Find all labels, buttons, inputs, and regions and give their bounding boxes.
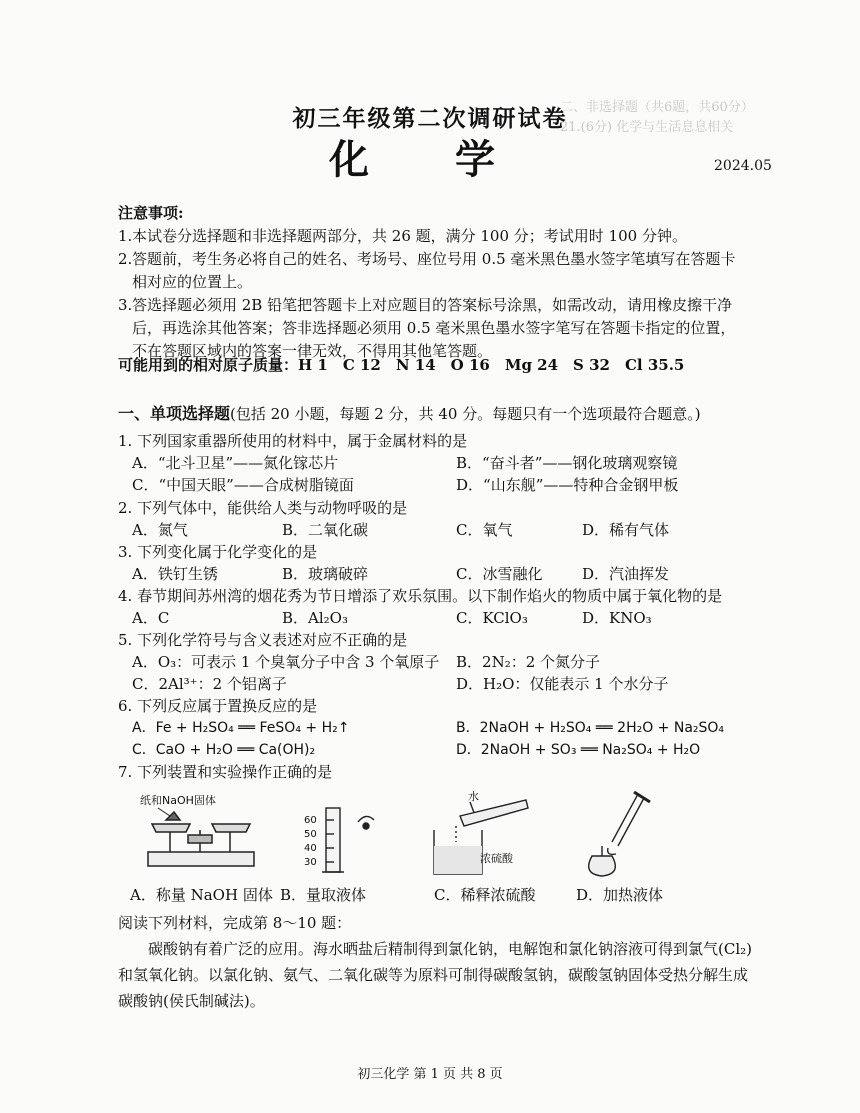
- option-d[interactable]: D．H₂O：仅能表示 1 个水分子: [456, 675, 669, 693]
- option-c[interactable]: C．氧气: [456, 521, 513, 539]
- section-description: (包括 20 小题，每题 2 分，共 40 分。每题只有一个选项最符合题意。): [230, 405, 701, 423]
- cylinder-figure: [304, 808, 374, 872]
- heating-figure: [589, 792, 650, 876]
- option-a[interactable]: A．“北斗卫星”——氮化镓芯片: [132, 454, 339, 472]
- question-stem: 3. 下列变化属于化学变化的是: [118, 543, 318, 561]
- option-d[interactable]: D．加热液体: [576, 886, 664, 904]
- question-3: [118, 541, 758, 585]
- option-c[interactable]: C．冰雪融化: [456, 565, 543, 583]
- option-a[interactable]: A．C: [132, 609, 170, 627]
- question-4: [118, 585, 758, 629]
- option-b[interactable]: B．二氧化碳: [282, 521, 369, 539]
- tick-label: 40: [304, 843, 317, 854]
- option-c[interactable]: C．2Al³⁺：2 个铝离子: [132, 675, 287, 693]
- apparatus-figures: [130, 790, 690, 880]
- section-title: 一、单项选择题: [118, 404, 231, 423]
- option-d[interactable]: D．“山东舰”——特种合金钢甲板: [456, 476, 679, 494]
- bleed-through-text: 二、非选择题（共6题，共60分）: [560, 100, 754, 115]
- reading-body: 碳酸钠有着广泛的应用。海水晒盐后精制得到氯化钠，电解饱和氯化钠溶液可得到氯气(Cl₂)和氢氧化钠。以氯化钠、氨气、二氧化碳等为原料可制得碳酸氢钠，碳酸氢钠固体受热分解生成碳酸钠(侯氏制碱法)。: [118, 940, 752, 1010]
- section-heading: [118, 401, 701, 424]
- option-d[interactable]: D．汽油挥发: [582, 565, 670, 583]
- question-stem: 4. 春节期间苏州湾的烟花秀为节日增添了欢乐氛围。以下制作焰火的物质中属于氧化物的是: [118, 587, 723, 605]
- option-c[interactable]: C．CaO + H₂O ══ Ca(OH)₂: [132, 742, 316, 758]
- exam-date: 2024.05: [714, 158, 772, 174]
- option-a[interactable]: A．O₃：可表示 1 个臭氧分子中含 3 个氧原子: [132, 653, 440, 671]
- option-b[interactable]: B．量取液体: [280, 886, 367, 904]
- acid-label: 浓硫酸: [480, 852, 513, 865]
- option-c[interactable]: C．“中国天眼”——合成树脂镜面: [132, 476, 354, 494]
- atomic-masses: 可能用到的相对原子质量：H 1 C 12 N 14 O 16 Mg 24 S 32 Cl 35.5: [118, 356, 685, 374]
- water-label: 水: [468, 790, 479, 803]
- beaker-figure: [434, 790, 528, 874]
- reading-intro: 阅读下列材料，完成第 8～10 题：: [118, 914, 352, 932]
- option-a[interactable]: A．称量 NaOH 固体: [130, 886, 273, 904]
- tick-label: 30: [304, 857, 317, 868]
- option-b[interactable]: B．2NaOH + H₂SO₄ ══ 2H₂O + Na₂SO₄: [456, 720, 725, 736]
- note-item: 1. 本试卷分选择题和非选择题两部分，共 26 题，满分 100 分；考试用时 100 分钟。: [118, 227, 687, 245]
- option-b[interactable]: B．2N₂：2 个氮分子: [456, 653, 601, 671]
- tick-label: 50: [304, 829, 317, 840]
- question-stem: 7. 下列装置和实验操作正确的是: [118, 763, 333, 781]
- notes-block: [118, 202, 750, 363]
- option-c[interactable]: C．稀释浓硫酸: [434, 886, 536, 904]
- question-2: [118, 497, 758, 541]
- balance-figure: [140, 793, 254, 866]
- question-5: [118, 629, 758, 695]
- reading-material: [118, 910, 758, 1014]
- option-a[interactable]: A．Fe + H₂SO₄ ══ FeSO₄ + H₂↑: [132, 720, 350, 736]
- paper-label: 纸和NaOH固体: [140, 794, 216, 807]
- subject-title: 化 学: [329, 136, 531, 183]
- notes-heading: 注意事项:: [118, 204, 184, 222]
- option-b[interactable]: B．Al₂O₃: [282, 609, 348, 627]
- option-b[interactable]: B．玻璃破碎: [282, 565, 369, 583]
- bleed-through-text: 21.(6分) 化学与生活息息相关: [560, 120, 734, 135]
- question-stem: 6. 下列反应属于置换反应的是: [118, 697, 318, 715]
- option-d[interactable]: D．稀有气体: [582, 521, 670, 539]
- note-item: 3. 答选择题必须用 2B 铅笔把答题卡上对应题目的答案标号涂黑，如需改动，请用橡皮擦干净后，再选涂其他答案；答非选择题必须用 0.5 毫米黑色墨水签字笔写在答题卡指定的位置，不在答题区域内的答案一律无效，不得用其他笔答题。: [118, 296, 736, 360]
- exam-title: 初三年级第二次调研试卷: [292, 105, 568, 132]
- note-item: 2. 答题前，考生务必将自己的姓名、考场号、座位号用 0.5 毫米黑色墨水签字笔填写在答题卡相对应的位置上。: [118, 250, 736, 291]
- option-d[interactable]: D．2NaOH + SO₃ ══ Na₂SO₄ + H₂O: [456, 742, 701, 758]
- question-7: [118, 761, 758, 783]
- question-6: [118, 695, 758, 761]
- question-stem: 2. 下列气体中，能供给人类与动物呼吸的是: [118, 499, 408, 517]
- option-c[interactable]: C．KClO₃: [456, 609, 528, 627]
- question-stem: 5. 下列化学符号与含义表述对应不正确的是: [118, 631, 408, 649]
- tick-label: 60: [304, 815, 317, 826]
- page-footer: 初三化学 第 1 页 共 8 页: [357, 1067, 503, 1082]
- option-a[interactable]: A．铁钉生锈: [132, 565, 218, 583]
- question-stem: 1. 下列国家重器所使用的材料中，属于金属材料的是: [118, 432, 468, 450]
- option-d[interactable]: D．KNO₃: [582, 609, 652, 627]
- option-b[interactable]: B．“奋斗者”——钢化玻璃观察镜: [456, 454, 678, 472]
- option-a[interactable]: A．氮气: [132, 521, 188, 539]
- question-1: [118, 430, 758, 496]
